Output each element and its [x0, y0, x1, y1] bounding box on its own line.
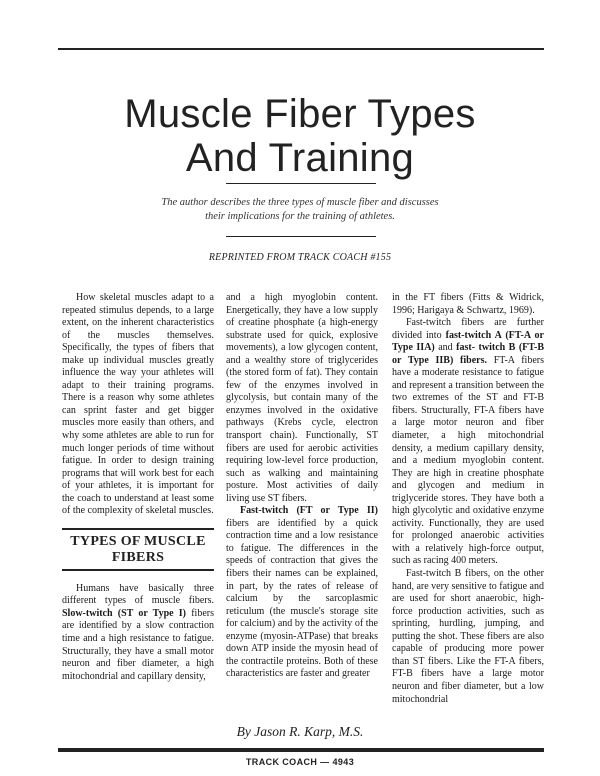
paragraph-ft-b: Fast-twitch B fibers, on the other hand, are very sensitive to fatigue and are used for short anaerobic, high-force production activities, such as sprinting, hurdling, jumping, and putting the shot. These fibers are also capable of producing more power than ST fibers. Like the FT-A fibers, FT-B fibers have a large motor neuron and fiber diameter, but a low mitochondrial [392, 568, 544, 705]
article-deck [110, 196, 490, 224]
column-2 [226, 292, 378, 681]
paragraph-fast-twitch-continued: in the FT fibers (Fitts & Widrick, 1996; Harigaya & Schwartz, 1969). [392, 292, 544, 316]
term-ft-a: fast-twitch A (FT-A or Type IIA) [392, 329, 544, 354]
paragraph-fast-twitch [226, 505, 378, 681]
article-title [0, 92, 600, 180]
term-ft-b: fast- twitch B (FT-B or Type IIB) fibers. [392, 342, 545, 366]
paragraph-fast-twitch-rest: fibers are identified by a quick contraction time and a low resistance to fatigue. The differences in the speeds of contraction that gives the fibers their names can be explained, in part, by the rates of release of calcium by the sarcoplasmic reticulum (the muscle's storage site for calcium) and by the activity of the enzyme (myosin-ATPase) that breaks down ATP inside the myosin head of the contractile proteins. Both of these characteristics are faster and greater [226, 517, 378, 680]
title-line-2: And Training [185, 136, 415, 180]
section-heading-line-1: TYPES OF MUSCLE [70, 533, 206, 549]
section-heading-line-2: FIBERS [111, 549, 165, 565]
deck-line-1: The author describes the three types of muscle fiber and discusses [161, 197, 439, 208]
column-1 [62, 292, 214, 683]
paragraph-intro: How skeletal muscles adapt to a repeated stimulus depends, to a large extent, on the inherent characteristics of the muscles themselves. Specifically, the types of fibers that make up individual muscles greatly influence the way your athletes will adapt to their training programs. There is a reason why some athletes can sprint faster and get bigger muscles more easily than others, and why some athletes are able to run for much longer periods of time without fatigue. In order to design training programs that will work best for each of your athletes, it is important for the coach to understand at least some of the complexity of skeletal muscles. [62, 292, 214, 517]
paragraph-ft-subtypes-and: and [438, 342, 453, 354]
column-3 [392, 292, 544, 706]
footer-page-label: TRACK COACH — 4943 [245, 757, 355, 767]
title-divider [226, 183, 376, 184]
top-rule [58, 48, 544, 50]
paragraph-ft-subtypes-rest: FT-A fibers have a moderate resistance to fatigue and represent a transition between the two extremes of the ST and FT-B fibers. Structurally, FT-A fibers have a large motor neuron and fiber diameter, a high mitochondrial density, a medium capillary density, and a medium myoglobin content. They are high in creatine phosphate and glycogen and medium in triglyceride stores. They have both a high glycolytic and oxidative enzyme activity. Functionally, they are used for prolonged anaerobic activities with a relatively high-force output, such as racing 400 meters. [392, 354, 544, 567]
paragraph-fiber-types [62, 583, 214, 683]
paragraph-ft-subtypes-intro: Fast-twitch fibers are further divided into [392, 317, 544, 341]
reprint-note: REPRINTED FROM TRACK COACH #155 [208, 252, 392, 263]
term-slow-twitch: Slow-twitch (ST or Type I) [62, 607, 186, 619]
paragraph-slow-twitch-continued: and a high myoglobin content. Energetically, they have a low supply of creatine phosphate (a high-energy substrate used for quick, explosive movements), a low glycogen content, and a wealthy store of triglycerides (the stored form of fat). They contain few of the enzymes involved in glycolysis, but contain many of the enzymes involved in the oxidative pathways (Krebs cycle, electron transport chain). Functionally, ST fibers are used for aerobic activities requiring low-level force production, such as walking and maintaining posture. Most activities of daily living use ST fibers. [226, 292, 378, 504]
byline: By Jason R. Karp, M.S. [236, 724, 364, 739]
deck-divider [226, 236, 376, 237]
paragraph-fiber-types-rest: fibers are identified by a slow contraction time and a high resistance to fatigue. Structurally, they have a small motor neuron and fiber diameter, a high mitochondrial and capillary density, [62, 607, 214, 682]
term-fast-twitch: Fast-twitch (FT or Type II) [240, 505, 378, 517]
deck-line-2: their implications for the training of athletes. [205, 211, 395, 222]
footer-rule [58, 748, 544, 752]
paragraph-ft-subtypes [392, 317, 544, 568]
paragraph-fiber-types-intro: Humans have basically three different types of muscle fibers. [62, 582, 214, 607]
title-line-1: Muscle Fiber Types [124, 92, 476, 136]
section-heading [62, 528, 214, 571]
